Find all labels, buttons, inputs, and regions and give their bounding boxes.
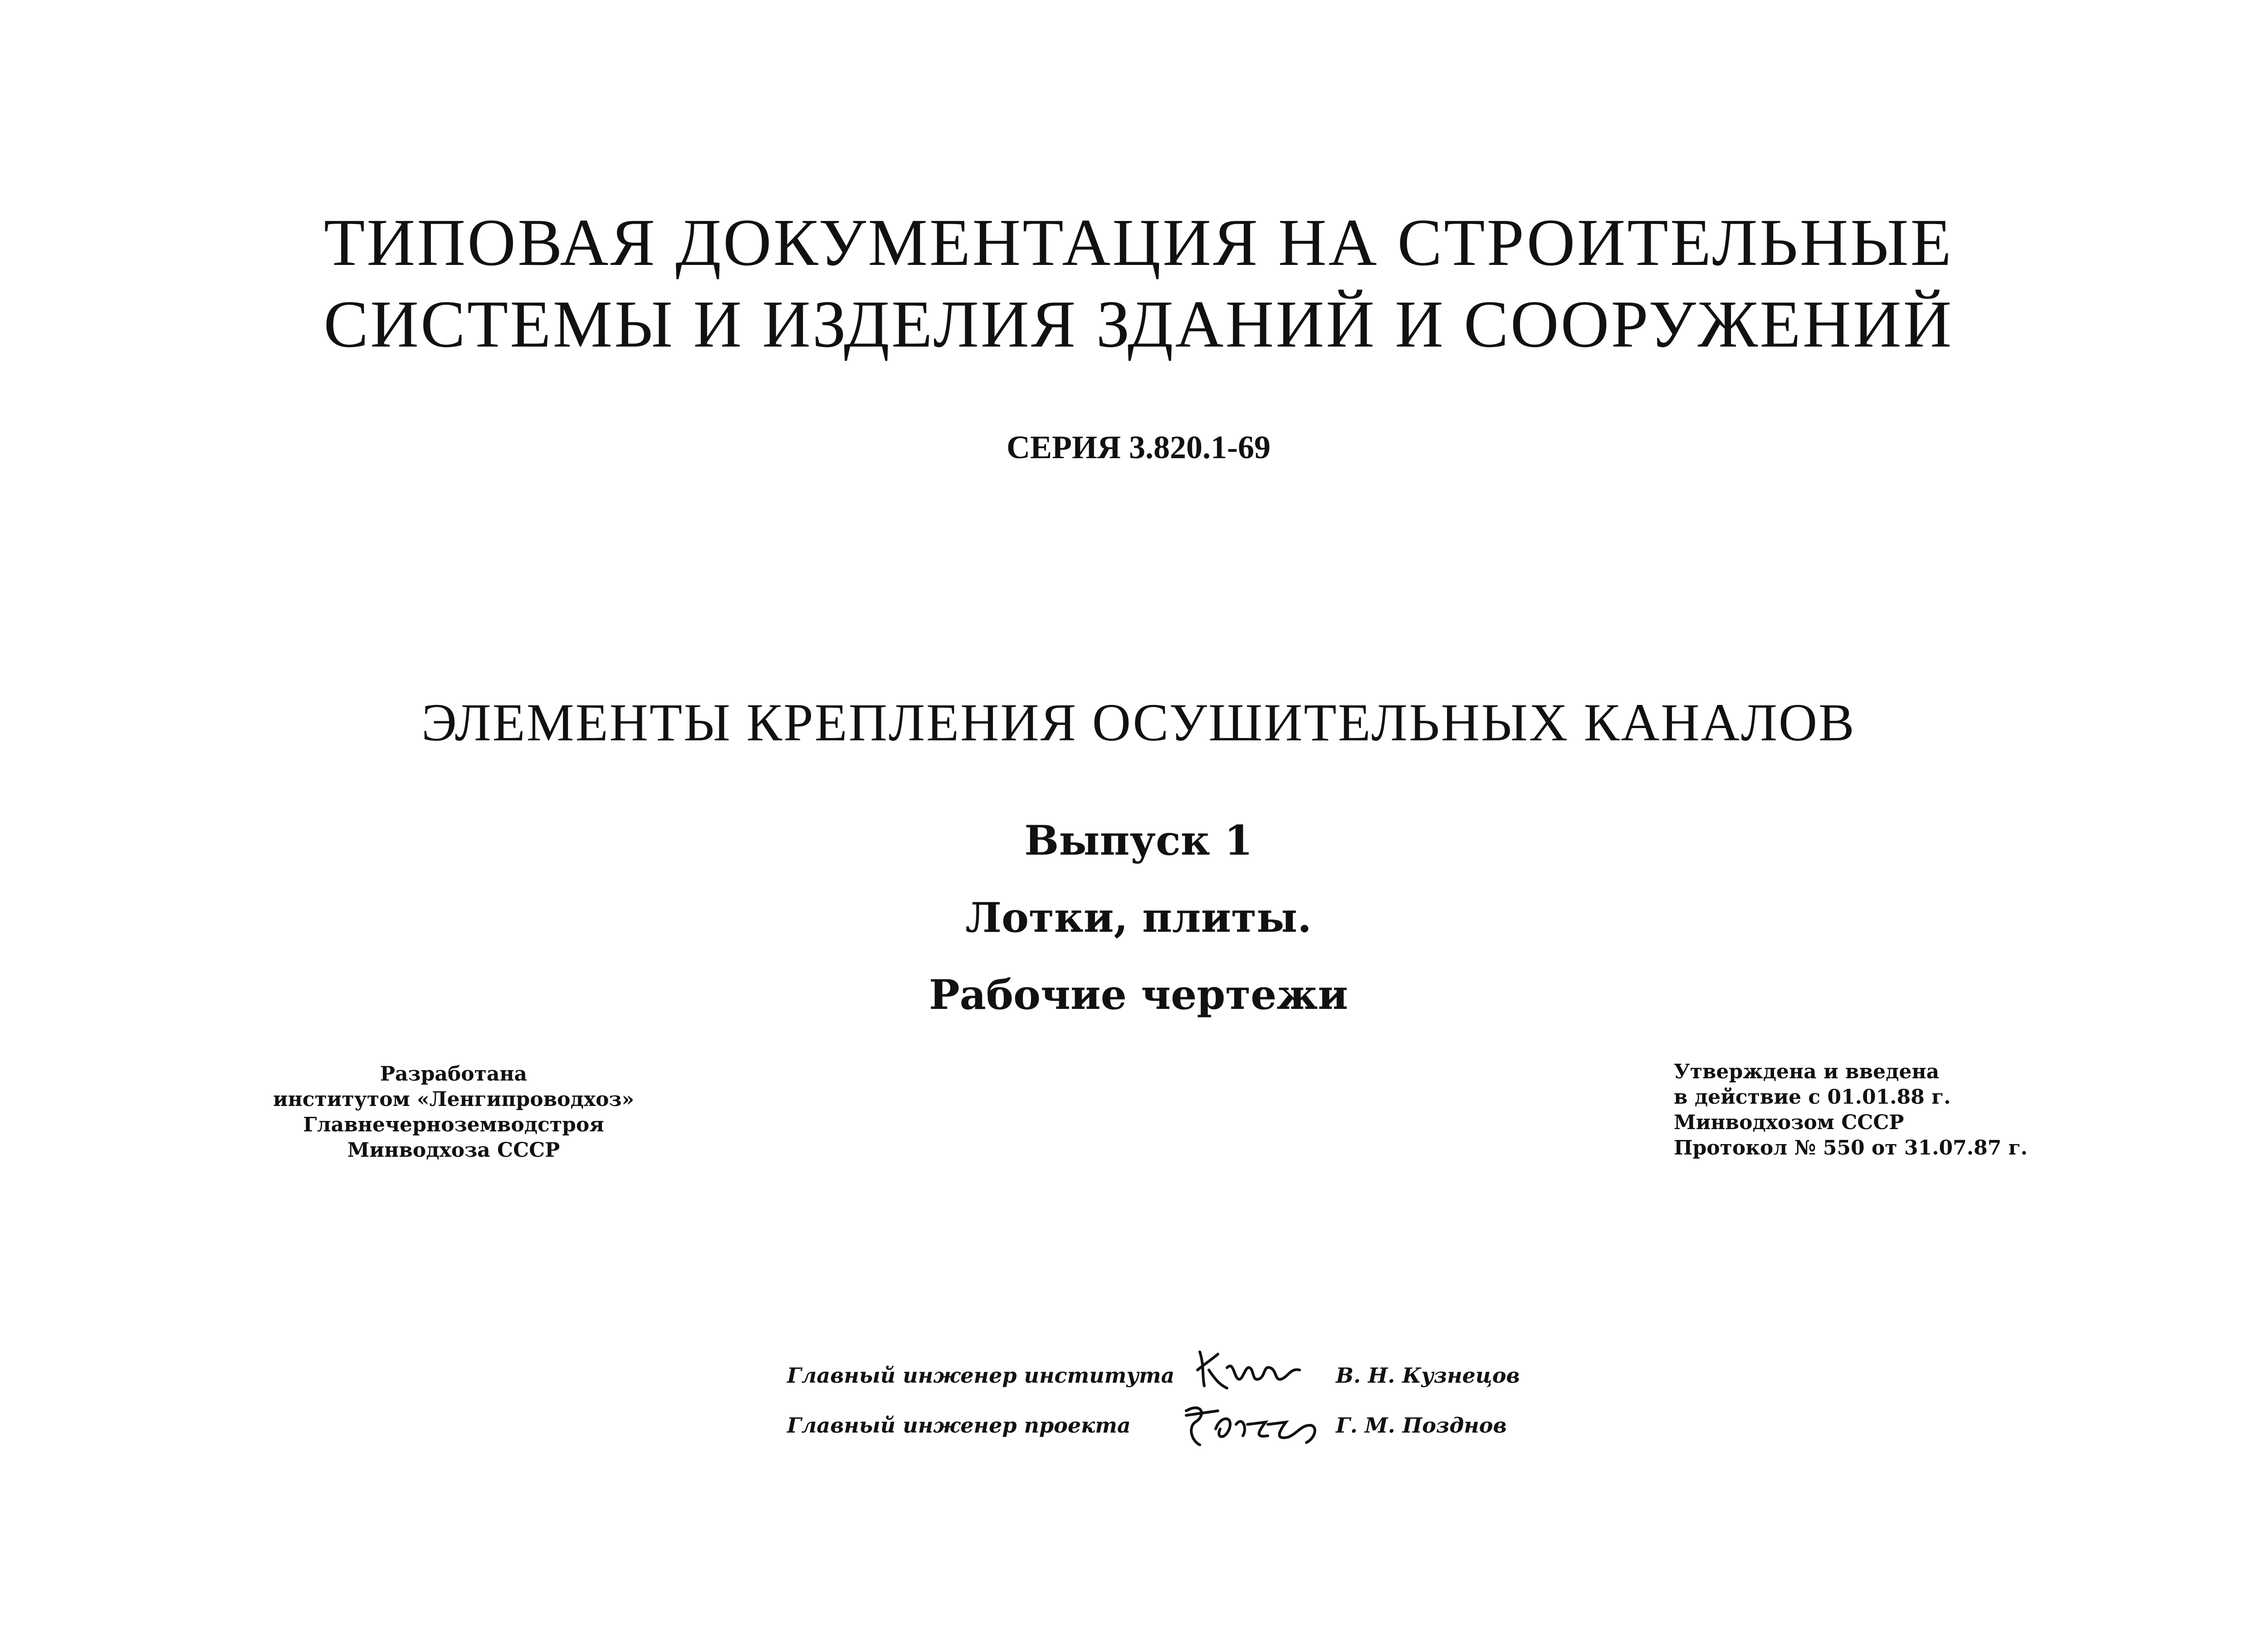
approved-line-3: Минводхозом СССР [1674,1111,1904,1134]
series-number: СЕРИЯ 3.820.1-69 [1007,429,1271,465]
signer-name: Г. М. Позднов [1336,1413,1507,1438]
approved-line-4: Протокол № 550 от 31.07.87 г. [1674,1136,2028,1159]
main-title-line-2: СИСТЕМЫ И ИЗДЕЛИЯ ЗДАНИЙ И СООРУЖЕНИЙ [323,287,1954,362]
developed-line-4: Минводхоза СССР [347,1139,560,1162]
subject-title: ЭЛЕМЕНТЫ КРЕПЛЕНИЯ ОСУШИТЕЛЬНЫХ КАНАЛОВ [421,693,1856,752]
developed-line-1: Разработана [380,1062,528,1086]
signer-role: Главный инженер института [787,1363,1175,1388]
signer-name: В. Н. Кузнецов [1336,1363,1520,1388]
handwritten-signature-1 [1191,1343,1309,1393]
approved-line-1: Утверждена и введена [1674,1060,1940,1083]
developed-line-2: институтом «Ленгипроводхоз» [273,1088,635,1111]
signer-role: Главный инженер проекта [787,1413,1131,1438]
drawings-type: Рабочие чертежи [929,971,1348,1019]
items-description: Лотки, плиты. [965,894,1312,942]
developed-by-block [227,1062,680,1163]
main-title-line-1: ТИПОВАЯ ДОКУМЕНТАЦИЯ НА СТРОИТЕЛЬНЫЕ [323,205,1953,280]
handwritten-signature-2 [1175,1397,1325,1452]
approved-block [1674,1059,2127,1161]
issue-number: Выпуск 1 [1024,817,1253,865]
approved-line-2: в действие с 01.01.88 г. [1674,1086,1951,1109]
developed-line-3: Главнечерноземводстроя [303,1113,604,1136]
